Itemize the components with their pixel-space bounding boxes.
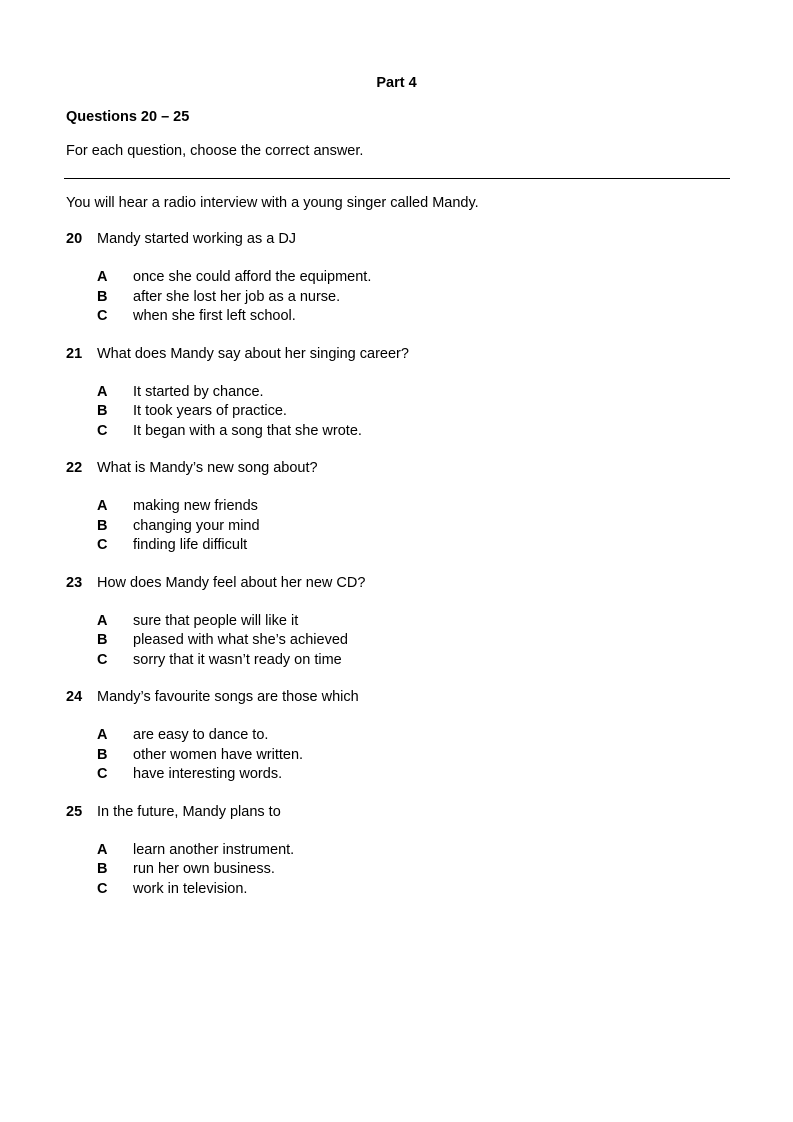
question-text: In the future, Mandy plans to: [97, 803, 281, 820]
option-letter: B: [97, 746, 108, 763]
question-24: [66, 687, 726, 785]
option-letter: A: [97, 612, 108, 629]
option-a[interactable]: [66, 497, 726, 517]
option-text: once she could afford the equipment.: [133, 269, 372, 285]
option-text: sorry that it wasn’t ready on time: [133, 651, 342, 668]
option-text: finding life difficult: [133, 537, 248, 553]
question-list: [66, 229, 726, 916]
option-b[interactable]: [66, 517, 726, 537]
question-text: What is Mandy’s new song about?: [97, 460, 318, 476]
option-letter: B: [97, 288, 108, 305]
option-letter: B: [97, 632, 108, 648]
question-text: How does Mandy feel about her new CD?: [97, 574, 366, 591]
option-a[interactable]: [66, 268, 726, 288]
option-text: have interesting words.: [133, 766, 283, 782]
question-number: 20: [66, 231, 83, 247]
question-23: [66, 573, 726, 671]
question-number: 22: [66, 460, 83, 476]
option-letter: C: [97, 766, 108, 782]
option-letter: B: [97, 403, 108, 419]
option-c[interactable]: [66, 765, 726, 785]
question-stem: [66, 802, 726, 822]
option-b[interactable]: [66, 631, 726, 651]
option-letter: A: [97, 383, 108, 400]
option-a[interactable]: [66, 726, 726, 746]
question-25: [66, 802, 726, 900]
option-a[interactable]: [66, 383, 726, 403]
option-text: It started by chance.: [133, 383, 264, 400]
option-text: after she lost her job as a nurse.: [133, 288, 341, 305]
question-stem: [66, 687, 726, 707]
question-text: What does Mandy say about her singing career?: [97, 345, 409, 362]
option-text: work in television.: [133, 880, 248, 897]
option-text: making new friends: [133, 498, 258, 514]
option-b[interactable]: [66, 288, 726, 308]
option-c[interactable]: [66, 422, 726, 442]
option-letter: C: [97, 308, 108, 324]
option-letter: A: [97, 841, 108, 858]
question-stem: [66, 229, 726, 249]
option-a[interactable]: [66, 612, 726, 632]
question-21: [66, 344, 726, 442]
divider-line: [64, 178, 730, 179]
option-text: It took years of practice.: [133, 403, 287, 419]
option-a[interactable]: [66, 841, 726, 861]
option-text: pleased with what she’s achieved: [133, 632, 348, 648]
option-b[interactable]: [66, 746, 726, 766]
option-c[interactable]: [66, 651, 726, 671]
option-text: changing your mind: [133, 517, 260, 534]
instructions-text: For each question, choose the correct answer.: [66, 143, 364, 159]
option-letter: C: [97, 880, 108, 897]
option-b[interactable]: [66, 402, 726, 422]
option-text: other women have written.: [133, 746, 304, 763]
question-number: 25: [66, 803, 83, 820]
option-text: It began with a song that she wrote.: [133, 422, 362, 439]
question-number: 23: [66, 574, 83, 591]
intro-text: You will hear a radio interview with a young singer called Mandy.: [66, 195, 479, 211]
option-text: are easy to dance to.: [133, 727, 269, 743]
question-text: Mandy started working as a DJ: [97, 231, 297, 247]
option-text: sure that people will like it: [133, 612, 299, 629]
question-stem: [66, 573, 726, 593]
option-letter: A: [97, 727, 108, 743]
option-c[interactable]: [66, 880, 726, 900]
option-letter: C: [97, 651, 108, 668]
option-letter: A: [97, 498, 108, 514]
option-text: when she first left school.: [133, 308, 296, 324]
option-text: learn another instrument.: [133, 841, 295, 858]
option-letter: C: [97, 537, 108, 553]
part-title: Part 4: [376, 75, 417, 91]
option-text: run her own business.: [133, 861, 275, 877]
option-c[interactable]: [66, 536, 726, 556]
option-c[interactable]: [66, 307, 726, 327]
option-letter: C: [97, 422, 108, 439]
option-letter: B: [97, 517, 108, 534]
questions-range-heading: Questions 20 – 25: [66, 109, 190, 125]
option-b[interactable]: [66, 860, 726, 880]
question-text: Mandy’s favourite songs are those which: [97, 689, 359, 705]
question-20: [66, 229, 726, 327]
question-number: 21: [66, 345, 83, 362]
question-stem: [66, 344, 726, 364]
question-stem: [66, 458, 726, 478]
question-number: 24: [66, 689, 83, 705]
option-letter: A: [97, 269, 108, 285]
question-22: [66, 458, 726, 556]
option-letter: B: [97, 861, 108, 877]
